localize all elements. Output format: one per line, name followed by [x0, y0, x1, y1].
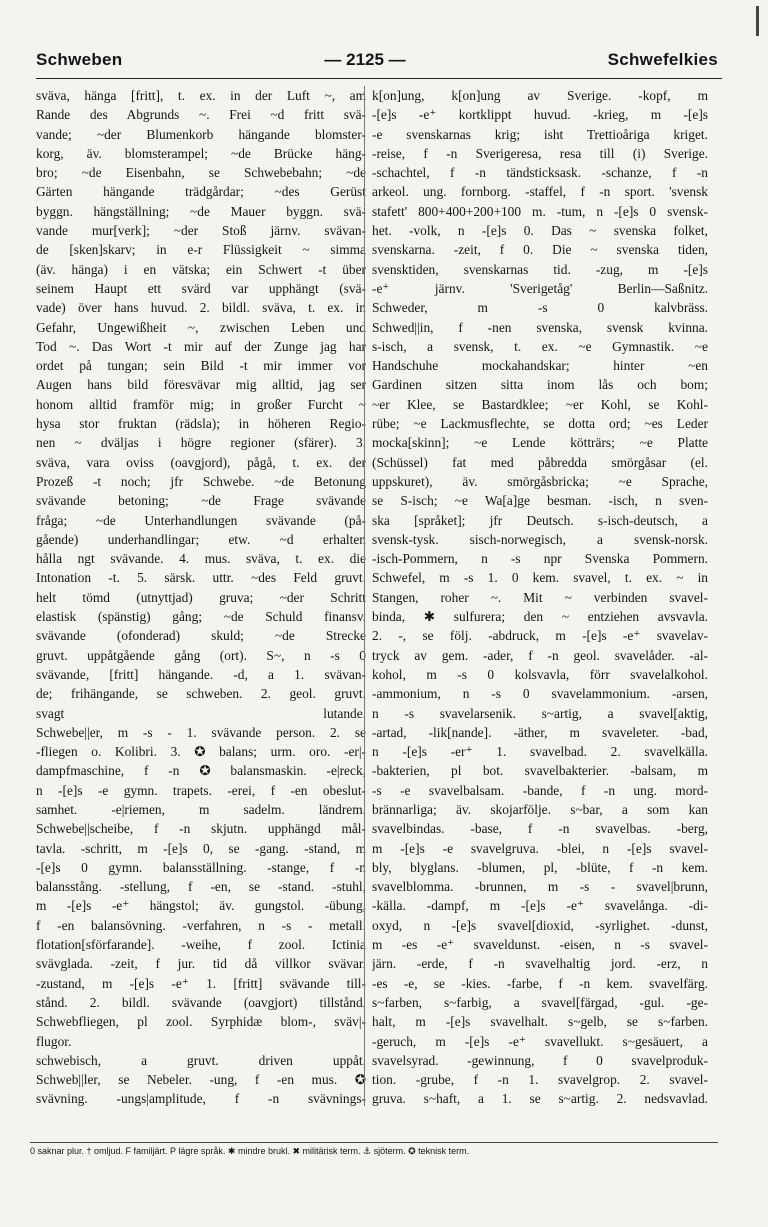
entry-line: svensktiden, svenskarnas tid. -zug, m -[e]s — [372, 261, 708, 277]
entry-line: korg, äv. blomsterampel; ~de Brücke häng- — [36, 145, 366, 161]
entry-line: stånd. 2. bildl. svävande (oavgjort) tillstånd. — [36, 994, 366, 1010]
right-column — [372, 86, 708, 1106]
entry-line: byggn. hängställning; ~de Mauer byggn. svä- — [36, 203, 366, 219]
entry-line: flotation[sförfarande]. -weihe, f zool. Ictinia — [36, 937, 366, 953]
page-number: — 2125 — — [324, 50, 406, 69]
entry-line: seinem Haupt ett svärd var upphängt (svä- — [36, 280, 366, 296]
entry-line: Gardinen sitzen sitta inom lås och bom; — [372, 377, 708, 393]
entry-line: het. -volk, n -[e]s 0. Das ~ svenska folket, — [372, 223, 708, 239]
entry-line: n -s svavelarsenik. s~artig, a svavel[aktig, — [372, 705, 708, 721]
entry-line: sväva, vara oviss (oavgjord), pågå, t. ex. der — [36, 454, 366, 470]
entry-line: järn. -erde, f -n svavelhaltig jord. -erz, n — [372, 956, 708, 972]
entry-line: fråga; ~de Unterhandlungen svävande (på- — [36, 512, 366, 528]
entry-line: flugor. — [36, 1033, 72, 1049]
entry-line: m -[e]s -e⁺ hängstol; äv. gungstol. -übung, — [36, 898, 366, 914]
entry-line: svävande betoning; ~de Frage svävande — [36, 493, 366, 509]
entry-line: m -[e]s -e svavelgruva. -blei, n -[e]s svavel- — [372, 840, 708, 856]
entry-line: Prozeß -t noch; jfr Schwebe. ~de Betonung — [36, 473, 366, 489]
right-headword: Schwefelkies — [607, 50, 718, 69]
entry-line: uppskuret), äv. smörgåsbricka; ~e Sprache, — [372, 473, 708, 489]
entry-line: k[on]ung, k[on]ung av Sverige. -kopf, m — [372, 88, 708, 103]
entry-line: balansstång. -stellung, f -en, se -stand. -stuhl, — [36, 879, 366, 895]
entry-line: Gärten hängande trädgårdar; ~des Gerüst — [36, 184, 366, 200]
entry-line: svensk-tysk. sisch-norwegisch, a svensk-norsk. — [372, 531, 708, 547]
entry-line: tavla. -schritt, m -[e]s 0, se -gang. -stand, m — [36, 840, 366, 856]
left-headword: Schweben — [36, 50, 123, 69]
left-column — [36, 86, 366, 1106]
entry-line: binda, ✱ sulfurera; den ~ entziehen avsvavla. — [372, 609, 708, 625]
scan-edge-mark — [756, 6, 759, 36]
entry-line: elastisk (spänstig) gång; ~de Schuld finansv. — [36, 609, 366, 625]
entry-line: Stangen, roher ~. Mit ~ verbinden svavel- — [372, 589, 708, 605]
entry-line: svavelsyrad. -gewinnung, f 0 svavelproduk- — [372, 1052, 708, 1068]
entry-line: ska [språket]; jfr Deutsch. s-isch-deutsch, a — [372, 512, 708, 528]
entry-line: (äv. hänga) i en vätska; ein Schwert -t über — [36, 261, 366, 277]
entry-line: Intonation -t. 5. särsk. uttr. ~des Feld gruvt. — [36, 570, 366, 586]
entry-line: Augen hans bild föresvävar mig alltid, jag ser — [36, 377, 366, 393]
entry-line: -ammonium, n -s 0 svavelammonium. -arsen, — [372, 686, 708, 702]
entry-line: svavelblomma. -brunnen, m -s - svavel|brunn, — [372, 879, 708, 895]
entry-line: -reise, f -n Sverigeresa, resa till (i) Sverige. — [372, 145, 708, 161]
entry-line: Schwed||in, f -nen svenska, svensk kvinna. — [372, 319, 708, 335]
entry-line: -[e]s -e⁺ kortklippt huvud. -krieg, m -[e]s — [372, 107, 708, 123]
entry-line: bro; ~de Eisenbahn, se Schwebebahn; ~de — [36, 165, 366, 181]
header-rule — [36, 78, 722, 79]
entry-line: -zustand, m -[e]s -e⁺ 1. [fritt] svävande till- — [36, 975, 366, 991]
entry-line: -geruch, m -[e]s -e⁺ svavellukt. s~gesäuert, a — [372, 1033, 708, 1049]
entry-line: s~farben, s~farbig, a svavel[färgad, -gul. -ge- — [372, 994, 708, 1010]
entry-line: -källa. -dampf, m -[e]s -e⁺ svavelånga. -di- — [372, 898, 708, 914]
entry-line: svagt lutande. — [36, 705, 366, 721]
entry-line: bly, blyglans. -blumen, pl, -blüte, f -n kem. — [372, 859, 708, 875]
entry-line: tryck av gem. -ader, f -n geol. svavelåder. -al- — [372, 647, 708, 663]
entry-line: gruvt. uppåtgående gång (ort). S~, n -s 0 — [36, 647, 366, 663]
entry-line: -bakterien, pl bot. svavelbakterier. -balsam, m — [372, 763, 708, 779]
entry-line: f -en balansövning. -verfahren, n -s - metall. — [36, 917, 366, 933]
page-header — [36, 50, 718, 80]
entry-line: svävande, [fritt] hängande. -d, a 1. svävan- — [36, 666, 366, 682]
entry-line: Handschuhe mockahandskar; hinter ~en — [372, 358, 708, 374]
entry-line: n -[e]s -er⁺ 1. svavelbad. 2. svavelkälla. — [372, 744, 708, 760]
entry-line: Schwefel, m -s 1. 0 kem. svavel, t. ex. ~ in — [372, 570, 708, 586]
entry-line: -e⁺ järnv. 'Sverigetåg' Berlin—Saßnitz. — [372, 280, 708, 296]
entry-line: svävglada. -zeit, f jur. tid då villkor svävar. — [36, 956, 366, 972]
entry-line: schwebisch, a gruvt. driven uppåt. — [36, 1052, 366, 1068]
entry-line: s-isch, a svensk, t. ex. ~e Gymnastik. ~e — [372, 338, 708, 354]
entry-line: ordet på tungan; sein Bild -t mir immer vor — [36, 358, 366, 374]
entry-line: Schweb||ler, se Nebeler. -ung, f -en mus. ✪ — [36, 1072, 366, 1088]
entry-line: samhet. -e|riemen, m sadelm. ländrem. — [36, 801, 366, 817]
entry-line: (Schüssel) fat med påbredda smörgåsar (el. — [372, 454, 708, 470]
entry-line: svävande (ofonderad) skuld; ~de Strecke — [36, 628, 366, 644]
entry-line: hysa stor fruktan (rädsla); in höheren Regio- — [36, 416, 366, 432]
entry-line: sväva, hänga [fritt], t. ex. in der Luft ~, am — [36, 88, 366, 103]
entry-line: nen ~ dväljas i högre regioner (sfärer). 3. — [36, 435, 366, 451]
entry-line: vande; ~der Blumenkorb hängande blomster- — [36, 126, 366, 142]
entry-line: -[e]s 0 gymn. balansställning. -stange, f -n — [36, 859, 366, 875]
entry-line: n -[e]s -e gymn. trapets. -erei, f -en obeslut- — [36, 782, 366, 798]
entry-line: svenskarna. -zeit, f 0. Die ~ svenska tiden, — [372, 242, 708, 258]
entry-line: de; frihängande, se schweben. 2. geol. gruvt. — [36, 686, 366, 702]
abbreviation-legend: 0 saknar plur. † omljud. F familjärt. P lägre språk. ✱ mindre brukl. ✖ militärisk term. ⚓ sjöterm. ✪ teknisk term. — [30, 1142, 718, 1157]
entry-line: -es -e, se -kies. -farbe, f -n kem. svavelfärg. — [372, 975, 708, 991]
entry-line: Schwebe||scheibe, f -n skjutn. upphängd mål- — [36, 821, 366, 837]
entry-line: helt tömd (utnyttjad) gruva; ~der Schritt — [36, 589, 366, 605]
entry-line: oxyd, n -[e]s svavel[dioxid, -syrlighet. -dunst, — [372, 917, 708, 933]
entry-line: 2. -, se följ. -abdruck, m -[e]s -e⁺ svavelav- — [372, 628, 708, 644]
entry-line: -isch-Pommern, n -s npr Svenska Pommern. — [372, 551, 708, 567]
entry-line: gruva. s~haft, a 1. se s~artig. 2. nedsvavlad. — [372, 1091, 708, 1106]
entry-line: stafett' 800+400+200+100 m. -tum, n -[e]s 0 svensk- — [372, 203, 708, 219]
entry-line: -schachtel, f -n tändsticksask. -schanze, f -n — [372, 165, 708, 181]
entry-line: brännarliga; äv. skojarfölje. s~bar, a som kan — [372, 801, 708, 817]
entry-line: arkeol. ung. fornborg. -staffel, f -n sport. 'svensk — [372, 184, 708, 200]
entry-line: vande mur[verk]; ~der Stoß järnv. svävan- — [36, 223, 366, 239]
entry-line: -fliegen o. Kolibri. 3. ✪ balans; urm. oro. -er|- — [36, 744, 366, 760]
entry-line: m -es -e⁺ svaveldunst. -eisen, n -s svavel- — [372, 937, 708, 953]
entry-line: Rande des Abgrunds ~. Frei ~d fritt svä- — [36, 107, 366, 123]
column-divider — [364, 86, 365, 1106]
entry-line: svavelbindas. -base, f -n svavelbas. -berg, — [372, 821, 708, 837]
entry-line: de [sken]skarv; in e-r Flüssigkeit ~ simma — [36, 242, 366, 258]
entry-line: se S-isch; ~e Wa[a]ge besman. -isch, n sven- — [372, 493, 708, 509]
entry-line: Schwebe||er, m -s - 1. svävande person. 2. se — [36, 724, 366, 740]
entry-line: -s -e svavelbalsam. -bande, f -n ung. mord- — [372, 782, 708, 798]
entry-line: vade) över hans huvud. 2. bildl. sväva, t. ex. in — [36, 300, 366, 316]
entry-line: -artad, -lik[nande]. -äther, m svaveleter. -bad, — [372, 724, 708, 740]
entry-line: svävning. -ungs|amplitude, f -n svävnings- — [36, 1091, 366, 1106]
entry-line: tion. -grube, f -n 1. svavelgrop. 2. svavel- — [372, 1072, 708, 1088]
entry-line: Gefahr, Ungewißheit ~, zwischen Leben und — [36, 319, 366, 335]
entry-line: kohol, m -s 0 kolsvavla, förr svavelalkohol. — [372, 666, 708, 682]
entry-line: Schweder, m -s 0 kalvbräss. — [372, 300, 708, 316]
entry-line: hålla ngt svävande. 4. mus. sväva, t. ex. die — [36, 551, 366, 567]
entry-line: honom alltid framför mig; in großer Furcht ~ — [36, 396, 366, 412]
entry-line: Schwebfliegen, pl zool. Syrphidæ blom-, sväv|- — [36, 1014, 366, 1030]
entry-line: rübe; ~e Lackmusflechte, se dotta ord; ~es Leder — [372, 416, 708, 432]
entry-line: -e svenskarnas krig; isht Trettioåriga kriget. — [372, 126, 708, 142]
entry-line: mocka[skinn]; ~e Lende kötträrs; ~e Platte — [372, 435, 708, 451]
entry-line: Tod ~. Das Wort -t mir auf der Zunge jag har — [36, 338, 366, 354]
entry-line: dampfmaschine, f -n ✪ balansmaskin. -e|reck, — [36, 763, 366, 779]
entry-line: ~er Klee, se Bastardklee; ~er Kohl, se Kohl- — [372, 396, 708, 412]
entry-line: gående) underhandlingar; etw. ~d erhalten — [36, 531, 366, 547]
entry-line: halt, m -[e]s svavelhalt. s~gelb, se s~farben. — [372, 1014, 708, 1030]
